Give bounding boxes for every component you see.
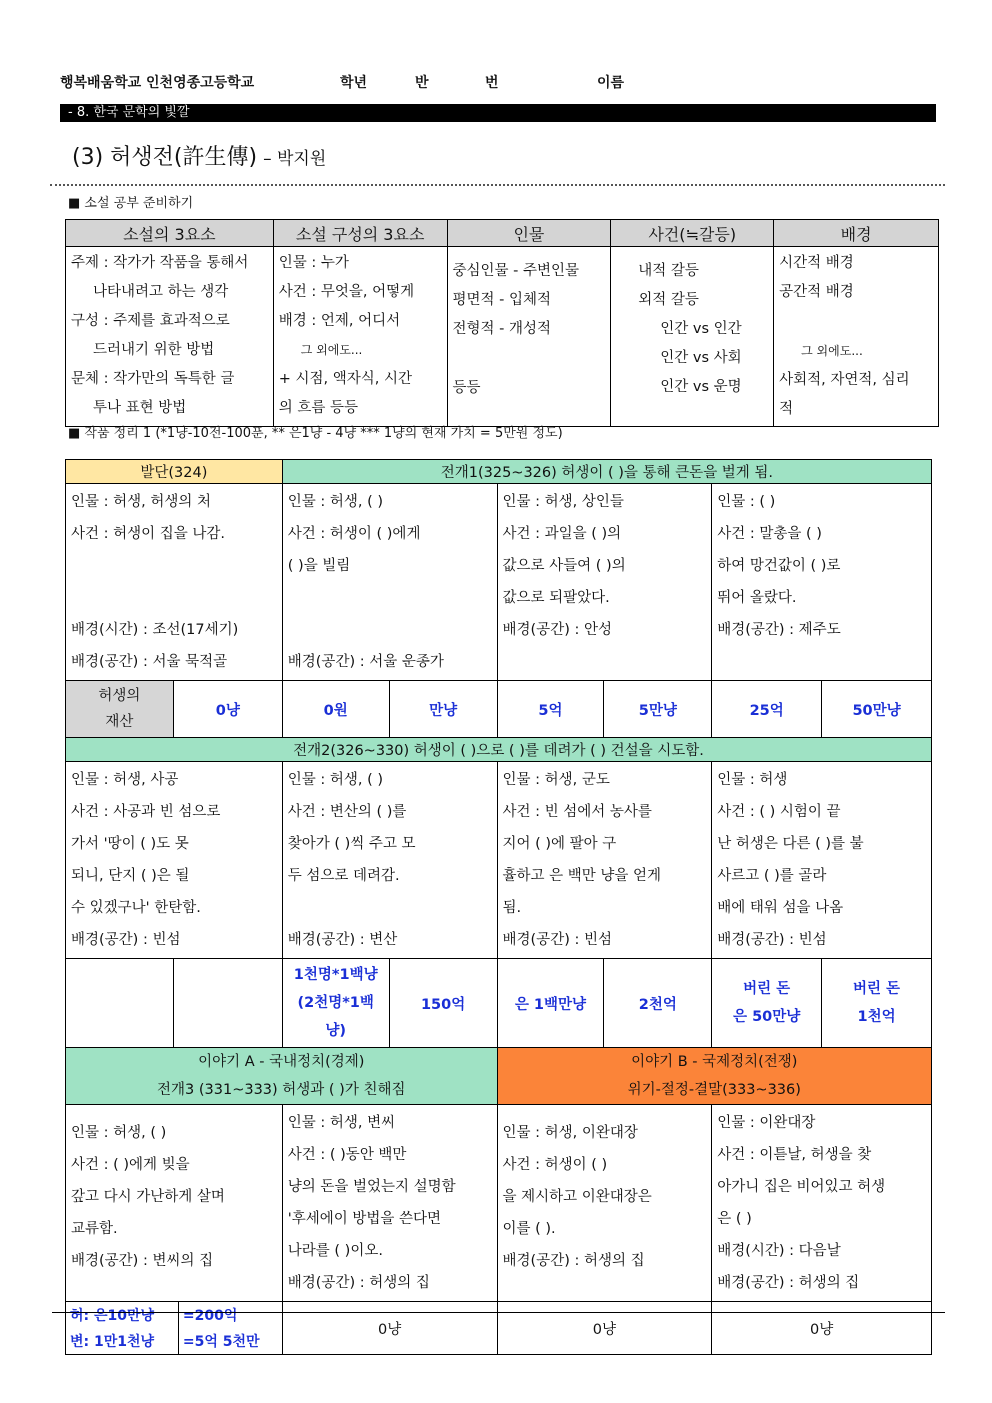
wealth-value: 5억: [497, 681, 604, 738]
story-b-header: [497, 1048, 931, 1105]
text-line: 배경(공간) : 제주도: [717, 622, 841, 638]
text-line: 공간적 배경: [779, 284, 854, 300]
story-b-subtitle: 위기-절정-결말(333~336): [627, 1082, 801, 1098]
text-line: 투나 표현 방법: [93, 400, 187, 416]
text-line: 뛰어 올랐다.: [717, 590, 797, 606]
text-line: 배경(공간) : 빈섬: [717, 932, 827, 948]
heo-wealth-value: =200억: [182, 1308, 238, 1324]
text-line: 배경(공간) : 서울 운종가: [287, 654, 444, 670]
exposition-cell: [66, 484, 283, 681]
text-line: 배경(시간) : 다음날: [717, 1243, 841, 1259]
text-line: 인물 : 허생, 허생의 처: [71, 494, 211, 510]
text-line: 인물 : 허생, 사공: [71, 772, 179, 788]
text-line: 냥의 돈을 벌었는지 설명함: [287, 1179, 456, 1195]
text-line: 찾아가 ( )씩 주고 모: [287, 836, 416, 852]
number-label: 번: [485, 75, 499, 91]
text-line: 되니, 단지 ( )은 될: [71, 868, 190, 884]
text-line: 아가니 집은 비어있고 허생: [717, 1179, 886, 1195]
story-a-title: 이야기 A - 국내정치(경제): [198, 1054, 365, 1070]
text-line: 가서 '땅이 ( )도 못: [71, 836, 189, 852]
school-name: 행복배움학교 인천영종고등학교: [60, 75, 255, 91]
header-character: 인물: [447, 220, 611, 247]
text-line: 사건 : 변산의 ( )를: [287, 804, 407, 820]
text-line: 전형적 - 개성적: [452, 321, 552, 337]
value-line: 버린 돈: [853, 981, 901, 997]
value-line: 은 50만냥: [733, 1009, 801, 1025]
text-line: 값으로 사들여 ( )의: [502, 558, 626, 574]
stage-development-1: 전개1(325~326) 허생이 ( )을 통해 큰돈을 벌게 됨.: [282, 460, 931, 484]
value-line: 1천억: [857, 1009, 896, 1025]
wealth2-empty: [66, 959, 174, 1048]
wealth-value: 25억: [712, 681, 822, 738]
text-line: 인물 : 허생, ( ): [287, 494, 384, 510]
story-a-subtitle: 전개3 (331~333) 허생과 ( )가 친해짐: [157, 1082, 406, 1098]
cell-character: [447, 247, 611, 427]
text-line: ( )을 빌림: [287, 558, 351, 574]
wealth2-empty: [173, 959, 282, 1048]
value-line: 1천명*1백냥: [293, 967, 378, 983]
wealth-value: 50만냥: [822, 681, 932, 738]
text-line: 인물 : 허생, 군도: [502, 772, 610, 788]
text-line: 중심인물 - 주변인물: [452, 263, 580, 279]
text-line: 배경(공간) : 변씨의 집: [71, 1253, 214, 1269]
text-line: 등등: [452, 380, 481, 396]
section-summary: ■ 작품 정리 1 (*1냥-10전-100푼, ** 은1냥 - 4냥 *** 1냥의 현재 가치 = 5만원 정도): [68, 426, 563, 441]
byeon-wealth: 변: 1만1천냥: [66, 1328, 178, 1354]
text-line: 인물 : 허생, 상인들: [502, 494, 624, 510]
wealth2-value: 은 1백만냥: [497, 959, 604, 1048]
text-line: 사건 : 빈 섬에서 농사를: [502, 804, 652, 820]
footer-divider: [52, 1312, 945, 1313]
grade-label: 학년: [340, 75, 368, 91]
story-b-title: 이야기 B - 국제정치(전쟁): [631, 1054, 798, 1070]
wealth2-value: [712, 959, 822, 1048]
text-line: 인물 : 허생: [717, 772, 788, 788]
text-line: 배경(공간) : 빈섬: [71, 932, 181, 948]
header-setting: 배경: [774, 220, 939, 247]
wealth3-split-cell: [66, 1302, 283, 1355]
text-line: 지어 ( )에 팔아 구: [502, 836, 617, 852]
text-line: 배경(공간) : 안성: [502, 622, 612, 638]
cell-event: [611, 247, 774, 427]
wealth3-inner: [66, 1302, 282, 1354]
text-line: 휼하고 은 백만 냥을 얻게: [502, 868, 662, 884]
text-line: 시간적 배경: [779, 255, 854, 271]
text-line: 의 흐름 등등: [278, 400, 358, 416]
text-line: 배경(공간) : 허생의 집: [287, 1275, 430, 1291]
wealth3-value: 0냥: [712, 1302, 932, 1355]
text-line: 인물 : 허생, ( ): [71, 1125, 167, 1141]
text-line: 인물 : ( ): [717, 494, 776, 510]
text-line: 수 있겠구나' 한탄함.: [71, 900, 201, 916]
summary-table: [65, 459, 932, 1355]
text-line: 값으로 되팔았다.: [502, 590, 610, 606]
header-event: 사건(≒갈등): [611, 220, 774, 247]
development2-cell-d: [712, 762, 932, 959]
text-line: 내적 갈등: [638, 263, 699, 279]
text-line: 나라를 ( )이오.: [287, 1243, 383, 1259]
text-line: '후세에이 방법을 쓴다면: [287, 1211, 442, 1227]
text-line: 사회적, 자연적, 심리: [779, 372, 910, 388]
development1-cell-c: [712, 484, 932, 681]
text-line: 배경 : 언제, 어디서: [278, 313, 401, 329]
text-line: 외적 갈등: [638, 292, 699, 308]
text-line: 사건 : ( )에게 빚을: [71, 1157, 190, 1173]
text-line: 배경(공간) : 변산: [287, 932, 398, 948]
text-line: 됨.: [502, 900, 522, 916]
text-line: 문체 : 작가만의 독특한 글: [71, 371, 235, 387]
story-a-cell-1: [66, 1105, 283, 1302]
header-structure-elements: 소설 구성의 3요소: [273, 220, 447, 247]
wealth2-value: [282, 959, 389, 1048]
text-line: 이를 ( ).: [502, 1221, 556, 1237]
text-line: 인물 : 허생, 이완대장: [502, 1125, 638, 1141]
wealth2-value: 150억: [389, 959, 497, 1048]
text-line: 교류함.: [71, 1221, 118, 1237]
elements-table: [65, 219, 939, 427]
byeon-wealth-value: =5억 5천만: [182, 1334, 260, 1350]
text-line: 사건 : 허생이 ( )에게: [287, 526, 421, 542]
text-line: 배경(공간) : 서울 묵적골: [71, 654, 228, 670]
wealth2-value: 2천억: [604, 959, 712, 1048]
story-a-cell-2: [282, 1105, 497, 1302]
wealth-value: 0원: [282, 681, 389, 738]
text-line: 인간 vs 인간: [660, 321, 742, 337]
class-label: 반: [415, 75, 429, 91]
development2-cell-c: [497, 762, 712, 959]
text-line: 드러내기 위한 방법: [93, 342, 215, 358]
text-line: 적: [779, 401, 794, 417]
heo-wealth: 허: 은10만냥: [66, 1302, 178, 1328]
text-line: 그 외에도...: [801, 344, 863, 358]
page-title: [72, 140, 326, 171]
text-line: 그 외에도...: [300, 343, 363, 357]
text-line: 사건 : ( ) 시험이 끝: [717, 804, 841, 820]
text-line: 사건 : 말총을 ( ): [717, 526, 822, 542]
text-line: + 시점, 액자식, 시간: [278, 371, 412, 387]
title-author: – 박지원: [263, 149, 327, 169]
value-line: 버린 돈: [743, 981, 791, 997]
cell-novel-elements: [66, 247, 274, 427]
stage-exposition: 발단(324): [66, 460, 283, 484]
story-b-cell-2: [712, 1105, 932, 1302]
text-line: 인물 : 이완대장: [717, 1115, 816, 1131]
text-line: 구성 : 주제를 효과적으로: [71, 313, 230, 329]
unit-bar: - 8. 한국 문학의 빛깔: [60, 104, 936, 122]
text-line: 나타내려고 하는 생각: [93, 284, 229, 300]
cell-setting: [774, 247, 939, 427]
text-line: 배경(시간) : 조선(17세기): [71, 622, 239, 638]
text-line: 배경(공간) : 허생의 집: [502, 1253, 645, 1269]
story-b-cell-1: [497, 1105, 712, 1302]
cell-structure-elements: [273, 247, 447, 427]
wealth-label: [66, 681, 174, 738]
text-line: 인물 : 허생, 변씨: [287, 1115, 396, 1131]
text-line: 은 ( ): [717, 1211, 752, 1227]
wealth-value: 0냥: [173, 681, 282, 738]
text-line: 배경(공간) : 허생의 집: [717, 1275, 860, 1291]
text-line: 인물 : 누가: [278, 255, 349, 271]
header-novel-elements: 소설의 3요소: [66, 220, 274, 247]
section-prepare: ■ 소설 공부 준비하기: [68, 196, 194, 211]
text-line: 사건 : 이튿날, 허생을 찾: [717, 1147, 872, 1163]
text-line: 평면적 - 입체적: [452, 292, 552, 308]
story-a-header: [66, 1048, 498, 1105]
wealth3-value: 0냥: [282, 1302, 497, 1355]
text-line: 배경(공간) : 빈섬: [502, 932, 612, 948]
development2-cell-a: [66, 762, 283, 959]
text-line: 사르고 ( )를 골라: [717, 868, 827, 884]
development1-cell-b: [497, 484, 712, 681]
text-line: 인간 vs 사회: [660, 350, 742, 366]
text-line: 사건 : 과일을 ( )의: [502, 526, 622, 542]
value-line: (2천명*1백냥): [297, 995, 374, 1039]
text-line: 갚고 다시 가난하게 살며: [71, 1189, 225, 1205]
text-line: 을 제시하고 이완대장은: [502, 1189, 652, 1205]
stage-development-2: 전개2(326~330) 허생이 ( )으로 ( )를 데려가 ( ) 건설을 시도함.: [66, 738, 932, 762]
wealth-value: 5만냥: [604, 681, 712, 738]
text-line: 인물 : 허생, ( ): [287, 772, 384, 788]
text-line: 주제 : 작가가 작품을 통해서: [71, 255, 249, 271]
development2-cell-b: [282, 762, 497, 959]
text-line: 배에 태워 섬을 나옴: [717, 900, 844, 916]
text-line: 사건 : 허생이 ( ): [502, 1157, 608, 1173]
wealth3-value: 0냥: [497, 1302, 712, 1355]
divider: [50, 184, 945, 186]
name-label: 이름: [597, 75, 625, 91]
text-line: 사건 : 사공과 빈 섬으로: [71, 804, 221, 820]
text-line: 난 허생은 다른 ( )를 불: [717, 836, 864, 852]
title-main: (3) 허생전(許生傳): [72, 145, 258, 170]
wealth-value: 만냥: [389, 681, 497, 738]
text-line: 인간 vs 운명: [660, 379, 742, 395]
text-line: 사건 : ( )동안 백만: [287, 1147, 407, 1163]
text-line: 사건 : 무엇을, 어떻게: [278, 284, 415, 300]
wealth2-value: [822, 959, 932, 1048]
development1-cell-a: [282, 484, 497, 681]
text-line: 두 섬으로 데려감.: [287, 868, 400, 884]
wealth-label-line2: 재산: [105, 714, 134, 730]
text-line: 하여 망건값이 ( )로: [717, 558, 841, 574]
text-line: 사건 : 허생이 집을 나감.: [71, 526, 225, 542]
wealth-label-line1: 허생의: [98, 688, 141, 704]
